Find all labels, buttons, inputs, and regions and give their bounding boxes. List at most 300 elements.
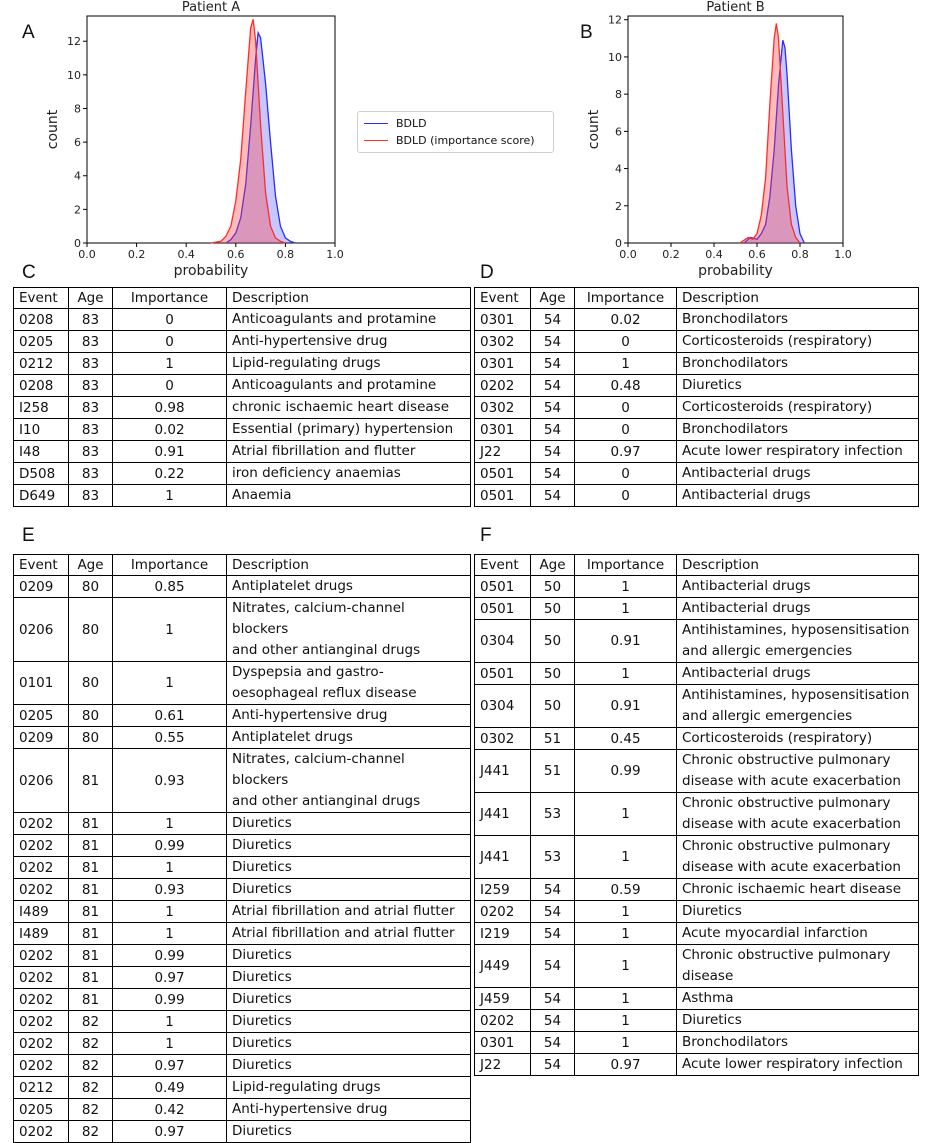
cell-importance: 0.98 — [113, 397, 227, 419]
cell-importance: 0.93 — [113, 879, 227, 901]
cell-description: Anaemia — [227, 485, 471, 507]
cell-age: 81 — [69, 901, 113, 923]
table-row — [475, 1032, 919, 1054]
cell-event: J441 — [475, 750, 531, 793]
cell-description: Essential (primary) hypertension — [227, 419, 471, 441]
cell-age: 54 — [531, 988, 575, 1010]
cell-age: 82 — [69, 1055, 113, 1077]
cell-age: 82 — [69, 1011, 113, 1033]
cell-description: Antibacterial drugs — [677, 663, 919, 685]
cell-description: Antibacterial drugs — [677, 598, 919, 620]
cell-importance: 0.99 — [113, 835, 227, 857]
cell-event: 0202 — [475, 901, 531, 923]
table-row — [475, 375, 919, 397]
cell-importance: 1 — [575, 663, 677, 685]
th-age: Age — [69, 555, 113, 576]
cell-description: Acute lower respiratory infection — [677, 1054, 919, 1076]
cell-description: Diuretics — [227, 989, 471, 1011]
cell-description: Diuretics — [227, 967, 471, 989]
y-tick-label: 6 — [74, 136, 81, 150]
cell-description: Diuretics — [227, 1033, 471, 1055]
table-row — [14, 1077, 471, 1099]
cell-description: Corticosteroids (respiratory) — [677, 728, 919, 750]
x-tick-label: 0.0 — [619, 248, 637, 261]
table-row — [475, 397, 919, 419]
cell-age: 53 — [531, 793, 575, 836]
cell-description: Antiplatelet drugs — [227, 576, 471, 598]
cell-age: 50 — [531, 663, 575, 685]
y-tick-label: 2 — [615, 199, 622, 213]
cell-description: Antibacterial drugs — [677, 576, 919, 598]
x-tick-label: 1.0 — [834, 248, 852, 261]
cell-importance: 1 — [575, 598, 677, 620]
cell-description: Antihistamines, hyposensitisation and allergic emergencies — [677, 685, 919, 728]
cell-description: Chronic obstructive pulmonary disease with acute exacerbation — [677, 750, 919, 793]
cell-event: J459 — [475, 988, 531, 1010]
table-row — [475, 923, 919, 945]
table-row — [14, 463, 471, 485]
cell-event: 0202 — [14, 967, 69, 989]
y-tick-label: 12 — [67, 35, 81, 49]
table-row — [475, 793, 919, 836]
cell-age: 54 — [531, 463, 575, 485]
cell-importance: 0.42 — [113, 1099, 227, 1121]
cell-event: J22 — [475, 1054, 531, 1076]
cell-importance: 0.91 — [113, 441, 227, 463]
cell-description: Diuretics — [677, 375, 919, 397]
cell-event: 0302 — [475, 728, 531, 750]
cell-event: 0205 — [14, 1099, 69, 1121]
th-description: Description — [677, 288, 919, 309]
cell-description: Anticoagulants and protamine — [227, 309, 471, 331]
cell-event: 0301 — [475, 309, 531, 331]
x-axis-label: probability — [698, 263, 773, 279]
cell-age: 54 — [531, 441, 575, 463]
cell-description: Antibacterial drugs — [677, 463, 919, 485]
cell-event: I48 — [14, 441, 69, 463]
x-tick-label: 0.4 — [705, 248, 723, 261]
cell-age: 50 — [531, 576, 575, 598]
cell-description: Bronchodilators — [677, 419, 919, 441]
cell-description: Diuretics — [227, 1121, 471, 1143]
cell-age: 54 — [531, 375, 575, 397]
table-c — [13, 287, 471, 507]
x-tick-label: 0.8 — [276, 248, 295, 261]
table-row — [14, 331, 471, 353]
table-row — [14, 598, 471, 662]
cell-description: Lipid-regulating drugs — [227, 353, 471, 375]
cell-description: Antihistamines, hyposensitisation and allergic emergencies — [677, 620, 919, 663]
cell-importance: 0.97 — [575, 1054, 677, 1076]
table-row — [14, 989, 471, 1011]
cell-importance: 0.59 — [575, 879, 677, 901]
table-row — [475, 1010, 919, 1032]
table-row — [475, 353, 919, 375]
cell-event: 0302 — [475, 331, 531, 353]
cell-importance: 1 — [113, 353, 227, 375]
table-row — [14, 485, 471, 507]
cell-event: 0202 — [14, 857, 69, 879]
y-tick-label: 4 — [74, 169, 81, 183]
panel-label-a: A — [22, 22, 35, 43]
cell-importance: 0.99 — [113, 989, 227, 1011]
cell-age: 82 — [69, 1077, 113, 1099]
cell-importance: 1 — [575, 901, 677, 923]
cell-description: Atrial fibrillation and flutter — [227, 441, 471, 463]
y-tick-label: 10 — [67, 68, 81, 82]
table-row — [14, 353, 471, 375]
table-row — [475, 728, 919, 750]
table-row — [475, 685, 919, 728]
cell-importance: 1 — [575, 923, 677, 945]
cell-event: 0101 — [14, 662, 69, 705]
cell-event: 0202 — [14, 945, 69, 967]
cell-age: 81 — [69, 879, 113, 901]
x-tick-label: 0.2 — [662, 248, 680, 261]
cell-importance: 1 — [575, 988, 677, 1010]
cell-age: 83 — [69, 331, 113, 353]
table-row — [14, 1011, 471, 1033]
table-row — [475, 620, 919, 663]
th-age: Age — [531, 555, 575, 576]
table-row — [475, 1054, 919, 1076]
cell-description: Bronchodilators — [677, 1032, 919, 1054]
table-row — [14, 901, 471, 923]
th-age: Age — [69, 288, 113, 309]
cell-age: 50 — [531, 685, 575, 728]
cell-importance: 0.97 — [113, 1055, 227, 1077]
table-row — [475, 309, 919, 331]
cell-age: 50 — [531, 598, 575, 620]
table-row — [14, 576, 471, 598]
cell-importance: 1 — [575, 576, 677, 598]
cell-description: Diuretics — [227, 835, 471, 857]
cell-importance: 0.93 — [113, 749, 227, 813]
cell-age: 50 — [531, 620, 575, 663]
legend-label: BDLD (importance score) — [396, 133, 535, 147]
cell-event: 0212 — [14, 1077, 69, 1099]
cell-description: Anti-hypertensive drug — [227, 1099, 471, 1121]
cell-importance: 1 — [113, 857, 227, 879]
cell-event: 0202 — [14, 989, 69, 1011]
cell-age: 83 — [69, 397, 113, 419]
th-event: Event — [475, 555, 531, 576]
cell-importance: 0 — [575, 397, 677, 419]
table-f — [474, 554, 919, 1076]
cell-importance: 0 — [575, 419, 677, 441]
cell-description: Chronic ischaemic heart disease — [677, 879, 919, 901]
cell-event: 0302 — [475, 397, 531, 419]
cell-importance: 0 — [575, 331, 677, 353]
cell-age: 54 — [531, 485, 575, 507]
table-row — [475, 485, 919, 507]
table-row — [475, 441, 919, 463]
cell-importance: 1 — [113, 901, 227, 923]
cell-importance: 0.99 — [575, 750, 677, 793]
cell-description: chronic ischaemic heart disease — [227, 397, 471, 419]
table-row — [14, 835, 471, 857]
cell-description: Atrial fibrillation and atrial flutter — [227, 901, 471, 923]
plot-legend — [357, 111, 554, 153]
cell-description: Antiplatelet drugs — [227, 727, 471, 749]
cell-event: 0202 — [14, 1121, 69, 1143]
cell-event: 0208 — [14, 375, 69, 397]
table-row — [14, 727, 471, 749]
cell-importance: 0.85 — [113, 576, 227, 598]
cell-event: 0208 — [14, 309, 69, 331]
cell-description: Corticosteroids (respiratory) — [677, 397, 919, 419]
cell-age: 81 — [69, 749, 113, 813]
cell-age: 82 — [69, 1033, 113, 1055]
cell-description: Chronic obstructive pulmonary disease with acute exacerbation — [677, 836, 919, 879]
y-axis-label: count — [45, 109, 61, 150]
cell-age: 54 — [531, 923, 575, 945]
cell-event: 0209 — [14, 727, 69, 749]
cell-age: 80 — [69, 662, 113, 705]
cell-description: Nitrates, calcium-channel blockers and other antianginal drugs — [227, 749, 471, 813]
th-age: Age — [531, 288, 575, 309]
cell-event: 0304 — [475, 685, 531, 728]
table-row — [14, 662, 471, 705]
cell-description: Antibacterial drugs — [677, 485, 919, 507]
table-row — [14, 441, 471, 463]
legend-entry-bdld-importance — [364, 132, 535, 148]
cell-description: Nitrates, calcium-channel blockers and other antianginal drugs — [227, 598, 471, 662]
cell-importance: 0.97 — [113, 1121, 227, 1143]
y-tick-label: 2 — [74, 203, 81, 217]
cell-age: 54 — [531, 945, 575, 988]
cell-event: 0202 — [14, 1011, 69, 1033]
th-event: Event — [14, 288, 69, 309]
table-row — [14, 397, 471, 419]
x-tick-label: 0.4 — [177, 248, 195, 261]
cell-importance: 0.61 — [113, 705, 227, 727]
legend-entry-bdld — [364, 115, 427, 131]
cell-description: Anti-hypertensive drug — [227, 705, 471, 727]
cell-description: Chronic obstructive pulmonary disease — [677, 945, 919, 988]
cell-description: Diuretics — [227, 1011, 471, 1033]
cell-age: 80 — [69, 727, 113, 749]
cell-event: I259 — [475, 879, 531, 901]
cell-age: 81 — [69, 967, 113, 989]
cell-age: 53 — [531, 836, 575, 879]
table-row — [14, 945, 471, 967]
cell-importance: 1 — [113, 598, 227, 662]
cell-age: 83 — [69, 353, 113, 375]
y-tick-label: 12 — [608, 13, 622, 27]
cell-importance: 0.49 — [113, 1077, 227, 1099]
cell-event: 0202 — [14, 835, 69, 857]
cell-event: 0202 — [14, 1055, 69, 1077]
cell-age: 83 — [69, 485, 113, 507]
cell-description: Diuretics — [227, 945, 471, 967]
table-row — [475, 750, 919, 793]
table-row — [475, 988, 919, 1010]
table-row — [475, 663, 919, 685]
cell-age: 81 — [69, 945, 113, 967]
table-row — [475, 419, 919, 441]
table-row — [14, 1033, 471, 1055]
table-row — [14, 923, 471, 945]
cell-description: Diuretics — [677, 1010, 919, 1032]
table-row — [14, 705, 471, 727]
x-tick-label: 1.0 — [326, 248, 344, 261]
table-row — [475, 945, 919, 988]
cell-importance: 1 — [113, 1033, 227, 1055]
cell-age: 83 — [69, 419, 113, 441]
cell-importance: 0.91 — [575, 620, 677, 663]
table-e — [13, 554, 471, 1143]
cell-importance: 0.48 — [575, 375, 677, 397]
cell-age: 81 — [69, 835, 113, 857]
cell-age: 83 — [69, 309, 113, 331]
table-row — [475, 879, 919, 901]
cell-event: 0304 — [475, 620, 531, 663]
cell-description: Anticoagulants and protamine — [227, 375, 471, 397]
cell-age: 82 — [69, 1121, 113, 1143]
cell-event: J441 — [475, 836, 531, 879]
table-d — [474, 287, 919, 507]
cell-event: 0202 — [14, 1033, 69, 1055]
th-description: Description — [227, 288, 471, 309]
cell-importance: 0.91 — [575, 685, 677, 728]
th-importance: Importance — [113, 288, 227, 309]
cell-age: 81 — [69, 989, 113, 1011]
cell-event: 0209 — [14, 576, 69, 598]
cell-age: 80 — [69, 705, 113, 727]
x-tick-label: 0.0 — [78, 248, 96, 261]
cell-importance: 1 — [113, 1011, 227, 1033]
cell-importance: 0.99 — [113, 945, 227, 967]
cell-importance: 1 — [575, 1010, 677, 1032]
cell-importance: 1 — [575, 945, 677, 988]
y-tick-label: 0 — [74, 237, 81, 250]
cell-age: 54 — [531, 1010, 575, 1032]
cell-importance: 0.02 — [113, 419, 227, 441]
cell-description: Diuretics — [227, 1055, 471, 1077]
cell-event: I489 — [14, 923, 69, 945]
cell-importance: 0 — [113, 309, 227, 331]
y-tick-label: 4 — [615, 162, 622, 176]
y-tick-label: 8 — [615, 88, 622, 102]
table-row — [475, 901, 919, 923]
th-description: Description — [227, 555, 471, 576]
cell-age: 54 — [531, 331, 575, 353]
cell-age: 54 — [531, 397, 575, 419]
cell-description: Diuretics — [227, 813, 471, 835]
panel-label-d: D — [480, 262, 494, 283]
cell-description: Acute lower respiratory infection — [677, 441, 919, 463]
cell-importance: 1 — [113, 813, 227, 835]
table-row — [475, 576, 919, 598]
cell-event: 0501 — [475, 598, 531, 620]
cell-event: J441 — [475, 793, 531, 836]
table-row — [14, 1121, 471, 1143]
table-row — [475, 598, 919, 620]
legend-swatch-blue — [364, 123, 388, 124]
table-header-row — [14, 555, 471, 576]
y-axis-label: count — [586, 109, 602, 150]
cell-description: Corticosteroids (respiratory) — [677, 331, 919, 353]
table-row — [475, 463, 919, 485]
plot-frame — [87, 16, 335, 243]
cell-description: Atrial fibrillation and atrial flutter — [227, 923, 471, 945]
cell-importance: 1 — [575, 1032, 677, 1054]
cell-age: 54 — [531, 879, 575, 901]
th-importance: Importance — [575, 288, 677, 309]
cell-importance: 0.22 — [113, 463, 227, 485]
cell-age: 80 — [69, 598, 113, 662]
table-row — [14, 1099, 471, 1121]
cell-importance: 1 — [575, 793, 677, 836]
cell-age: 81 — [69, 923, 113, 945]
table-row — [14, 967, 471, 989]
x-tick-label: 0.2 — [127, 248, 146, 261]
cell-event: 0202 — [14, 879, 69, 901]
cell-event: 0205 — [14, 705, 69, 727]
table-row — [14, 857, 471, 879]
cell-description: Anti-hypertensive drug — [227, 331, 471, 353]
legend-swatch-red — [364, 140, 388, 141]
table-row — [14, 813, 471, 835]
table-header-row — [475, 555, 919, 576]
cell-age: 81 — [69, 813, 113, 835]
cell-description: Dyspepsia and gastro- oesophageal reflux disease — [227, 662, 471, 705]
cell-description: Bronchodilators — [677, 353, 919, 375]
cell-event: 0301 — [475, 353, 531, 375]
cell-event: I219 — [475, 923, 531, 945]
cell-age: 83 — [69, 441, 113, 463]
cell-event: 0501 — [475, 485, 531, 507]
table-row — [475, 836, 919, 879]
cell-importance: 1 — [113, 923, 227, 945]
y-tick-label: 8 — [74, 102, 81, 116]
cell-event: 0501 — [475, 576, 531, 598]
cell-importance: 0 — [575, 485, 677, 507]
cell-importance: 1 — [113, 662, 227, 705]
cell-event: 0202 — [14, 813, 69, 835]
cell-importance: 0.97 — [113, 967, 227, 989]
panel-label-c: C — [22, 262, 36, 283]
x-tick-label: 0.6 — [748, 248, 766, 261]
cell-description: Diuretics — [227, 857, 471, 879]
cell-description: Acute myocardial infarction — [677, 923, 919, 945]
cell-age: 54 — [531, 309, 575, 331]
cell-description: Lipid-regulating drugs — [227, 1077, 471, 1099]
table-row — [14, 1055, 471, 1077]
density-plot-patient-a — [0, 0, 350, 285]
table-row — [14, 375, 471, 397]
cell-event: 0202 — [475, 1010, 531, 1032]
cell-event: D508 — [14, 463, 69, 485]
y-tick-label: 0 — [615, 237, 622, 250]
cell-importance: 1 — [575, 836, 677, 879]
cell-event: 0501 — [475, 463, 531, 485]
cell-event: 0206 — [14, 598, 69, 662]
cell-importance: 0.45 — [575, 728, 677, 750]
cell-event: J22 — [475, 441, 531, 463]
cell-importance: 1 — [113, 485, 227, 507]
cell-importance: 0.55 — [113, 727, 227, 749]
table-row — [14, 419, 471, 441]
th-importance: Importance — [113, 555, 227, 576]
cell-event: I258 — [14, 397, 69, 419]
cell-age: 82 — [69, 1099, 113, 1121]
cell-event: 0301 — [475, 419, 531, 441]
cell-importance: 0.02 — [575, 309, 677, 331]
cell-description: iron deficiency anaemias — [227, 463, 471, 485]
cell-event: I489 — [14, 901, 69, 923]
